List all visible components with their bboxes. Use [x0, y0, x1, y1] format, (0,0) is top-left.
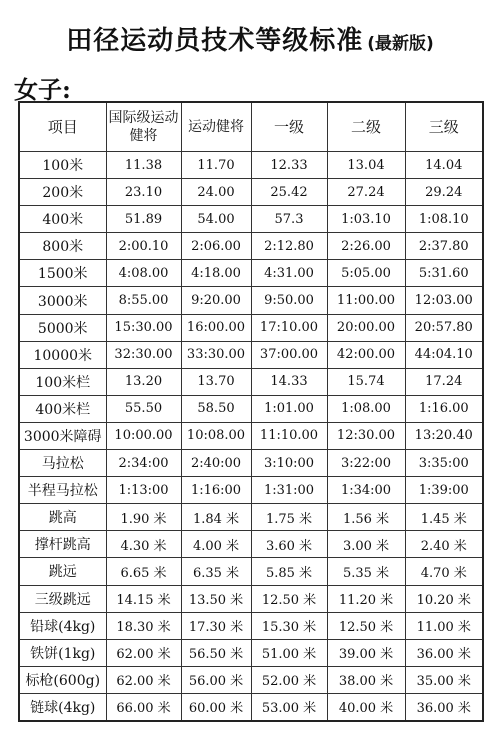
section-label-women: 女子: [14, 75, 71, 104]
first-class-cell: 9:50.00 [251, 287, 327, 314]
column-header-master: 运动健将 [181, 102, 251, 152]
table-row [19, 152, 483, 179]
second-class-cell: 27.24 [327, 179, 405, 206]
event-cell: 三级跳远 [19, 585, 106, 612]
table-body [19, 152, 483, 721]
first-class-cell: 4:31.00 [251, 260, 327, 287]
first-class-cell: 14.33 [251, 368, 327, 395]
second-class-cell: 39.00 米 [327, 639, 405, 666]
international-master-cell: 4:08.00 [106, 260, 181, 287]
table-header-row [19, 102, 483, 152]
event-cell: 5000米 [19, 314, 106, 341]
third-class-cell: 12:03.00 [405, 287, 483, 314]
event-cell: 400米 [19, 206, 106, 233]
third-class-cell: 29.24 [405, 179, 483, 206]
third-class-cell: 1:39:00 [405, 477, 483, 504]
second-class-cell: 1:08.00 [327, 395, 405, 422]
master-cell: 24.00 [181, 179, 251, 206]
table-row [19, 666, 483, 693]
first-class-cell: 25.42 [251, 179, 327, 206]
first-class-cell: 53.00 米 [251, 693, 327, 721]
table-row [19, 260, 483, 287]
event-cell: 10000米 [19, 341, 106, 368]
second-class-cell: 2:26.00 [327, 233, 405, 260]
column-header-first-class: 一级 [251, 102, 327, 152]
master-cell: 2:40:00 [181, 450, 251, 477]
first-class-cell: 1.75 米 [251, 504, 327, 531]
first-class-cell: 5.85 米 [251, 558, 327, 585]
event-cell: 100米 [19, 152, 106, 179]
international-master-cell: 4.30 米 [106, 531, 181, 558]
master-cell: 4:18.00 [181, 260, 251, 287]
master-cell: 1:16:00 [181, 477, 251, 504]
first-class-cell: 3:10:00 [251, 450, 327, 477]
event-cell: 马拉松 [19, 450, 106, 477]
second-class-cell: 13.04 [327, 152, 405, 179]
international-master-cell: 6.65 米 [106, 558, 181, 585]
event-cell: 撑杆跳高 [19, 531, 106, 558]
table-row [19, 693, 483, 721]
third-class-cell: 36.00 米 [405, 693, 483, 721]
master-cell: 6.35 米 [181, 558, 251, 585]
table-row [19, 612, 483, 639]
master-cell: 9:20.00 [181, 287, 251, 314]
second-class-cell: 20:00.00 [327, 314, 405, 341]
third-class-cell: 5:31.60 [405, 260, 483, 287]
third-class-cell: 2.40 米 [405, 531, 483, 558]
master-cell: 13.50 米 [181, 585, 251, 612]
table-row [19, 341, 483, 368]
third-class-cell: 2:37.80 [405, 233, 483, 260]
third-class-cell: 1:08.10 [405, 206, 483, 233]
international-master-cell: 66.00 米 [106, 693, 181, 721]
master-cell: 11.70 [181, 152, 251, 179]
international-master-cell: 2:00.10 [106, 233, 181, 260]
table-row [19, 558, 483, 585]
second-class-cell: 40.00 米 [327, 693, 405, 721]
second-class-cell: 1:34:00 [327, 477, 405, 504]
first-class-cell: 12.33 [251, 152, 327, 179]
second-class-cell: 15.74 [327, 368, 405, 395]
international-master-cell: 13.20 [106, 368, 181, 395]
master-cell: 58.50 [181, 395, 251, 422]
third-class-cell: 20:57.80 [405, 314, 483, 341]
table-row [19, 585, 483, 612]
event-cell: 200米 [19, 179, 106, 206]
event-cell: 铁饼(1kg) [19, 639, 106, 666]
event-cell: 3000米障碍 [19, 422, 106, 449]
column-header-international-master: 国际级运动健将 [106, 102, 181, 152]
master-cell: 54.00 [181, 206, 251, 233]
second-class-cell: 12:30.00 [327, 422, 405, 449]
title-edition: (最新版) [367, 34, 434, 54]
table-row [19, 531, 483, 558]
first-class-cell: 3.60 米 [251, 531, 327, 558]
table-row [19, 314, 483, 341]
first-class-cell: 15.30 米 [251, 612, 327, 639]
international-master-cell: 14.15 米 [106, 585, 181, 612]
column-header-third-class: 三级 [405, 102, 483, 152]
first-class-cell: 37:00.00 [251, 341, 327, 368]
title-text: 田径运动员技术等级标准 [66, 26, 364, 56]
second-class-cell: 1.56 米 [327, 504, 405, 531]
table-row [19, 206, 483, 233]
standards-table [18, 101, 484, 722]
master-cell: 4.00 米 [181, 531, 251, 558]
table-row [19, 450, 483, 477]
table-row [19, 287, 483, 314]
event-cell: 铅球(4kg) [19, 612, 106, 639]
table-row [19, 639, 483, 666]
column-header-second-class: 二级 [327, 102, 405, 152]
column-header-event: 项目 [19, 102, 106, 152]
first-class-cell: 1:01.00 [251, 395, 327, 422]
international-master-cell: 15:30.00 [106, 314, 181, 341]
first-class-cell: 57.3 [251, 206, 327, 233]
first-class-cell: 2:12.80 [251, 233, 327, 260]
second-class-cell: 11:00.00 [327, 287, 405, 314]
third-class-cell: 35.00 米 [405, 666, 483, 693]
international-master-cell: 32:30.00 [106, 341, 181, 368]
third-class-cell: 11.00 米 [405, 612, 483, 639]
event-cell: 1500米 [19, 260, 106, 287]
master-cell: 13.70 [181, 368, 251, 395]
third-class-cell: 3:35:00 [405, 450, 483, 477]
table-header [19, 102, 483, 152]
second-class-cell: 12.50 米 [327, 612, 405, 639]
table-row [19, 422, 483, 449]
third-class-cell: 44:04.10 [405, 341, 483, 368]
first-class-cell: 11:10.00 [251, 422, 327, 449]
second-class-cell: 5.35 米 [327, 558, 405, 585]
third-class-cell: 4.70 米 [405, 558, 483, 585]
third-class-cell: 10.20 米 [405, 585, 483, 612]
event-cell: 800米 [19, 233, 106, 260]
international-master-cell: 23.10 [106, 179, 181, 206]
third-class-cell: 14.04 [405, 152, 483, 179]
table-row [19, 179, 483, 206]
international-master-cell: 62.00 米 [106, 639, 181, 666]
international-master-cell: 2:34:00 [106, 450, 181, 477]
international-master-cell: 1.90 米 [106, 504, 181, 531]
master-cell: 33:30.00 [181, 341, 251, 368]
third-class-cell: 13:20.40 [405, 422, 483, 449]
event-cell: 3000米 [19, 287, 106, 314]
table-row [19, 233, 483, 260]
second-class-cell: 42:00.00 [327, 341, 405, 368]
event-cell: 半程马拉松 [19, 477, 106, 504]
table-row [19, 368, 483, 395]
event-cell: 标枪(600g) [19, 666, 106, 693]
international-master-cell: 51.89 [106, 206, 181, 233]
event-cell: 跳高 [19, 504, 106, 531]
master-cell: 56.00 米 [181, 666, 251, 693]
third-class-cell: 17.24 [405, 368, 483, 395]
table-row [19, 504, 483, 531]
event-cell: 100米栏 [19, 368, 106, 395]
second-class-cell: 3.00 米 [327, 531, 405, 558]
master-cell: 17.30 米 [181, 612, 251, 639]
page-title [0, 20, 500, 57]
master-cell: 1.84 米 [181, 504, 251, 531]
event-cell: 400米栏 [19, 395, 106, 422]
event-cell: 跳远 [19, 558, 106, 585]
third-class-cell: 1.45 米 [405, 504, 483, 531]
table-row [19, 395, 483, 422]
international-master-cell: 8:55.00 [106, 287, 181, 314]
international-master-cell: 62.00 米 [106, 666, 181, 693]
event-cell: 链球(4kg) [19, 693, 106, 721]
table-row [19, 477, 483, 504]
master-cell: 10:08.00 [181, 422, 251, 449]
international-master-cell: 1:13:00 [106, 477, 181, 504]
master-cell: 2:06.00 [181, 233, 251, 260]
international-master-cell: 55.50 [106, 395, 181, 422]
international-master-cell: 18.30 米 [106, 612, 181, 639]
second-class-cell: 1:03.10 [327, 206, 405, 233]
international-master-cell: 10:00.00 [106, 422, 181, 449]
international-master-cell: 11.38 [106, 152, 181, 179]
third-class-cell: 1:16.00 [405, 395, 483, 422]
first-class-cell: 51.00 米 [251, 639, 327, 666]
first-class-cell: 12.50 米 [251, 585, 327, 612]
second-class-cell: 38.00 米 [327, 666, 405, 693]
master-cell: 60.00 米 [181, 693, 251, 721]
second-class-cell: 11.20 米 [327, 585, 405, 612]
first-class-cell: 1:31:00 [251, 477, 327, 504]
second-class-cell: 5:05.00 [327, 260, 405, 287]
first-class-cell: 52.00 米 [251, 666, 327, 693]
master-cell: 56.50 米 [181, 639, 251, 666]
first-class-cell: 17:10.00 [251, 314, 327, 341]
third-class-cell: 36.00 米 [405, 639, 483, 666]
master-cell: 16:00.00 [181, 314, 251, 341]
second-class-cell: 3:22:00 [327, 450, 405, 477]
